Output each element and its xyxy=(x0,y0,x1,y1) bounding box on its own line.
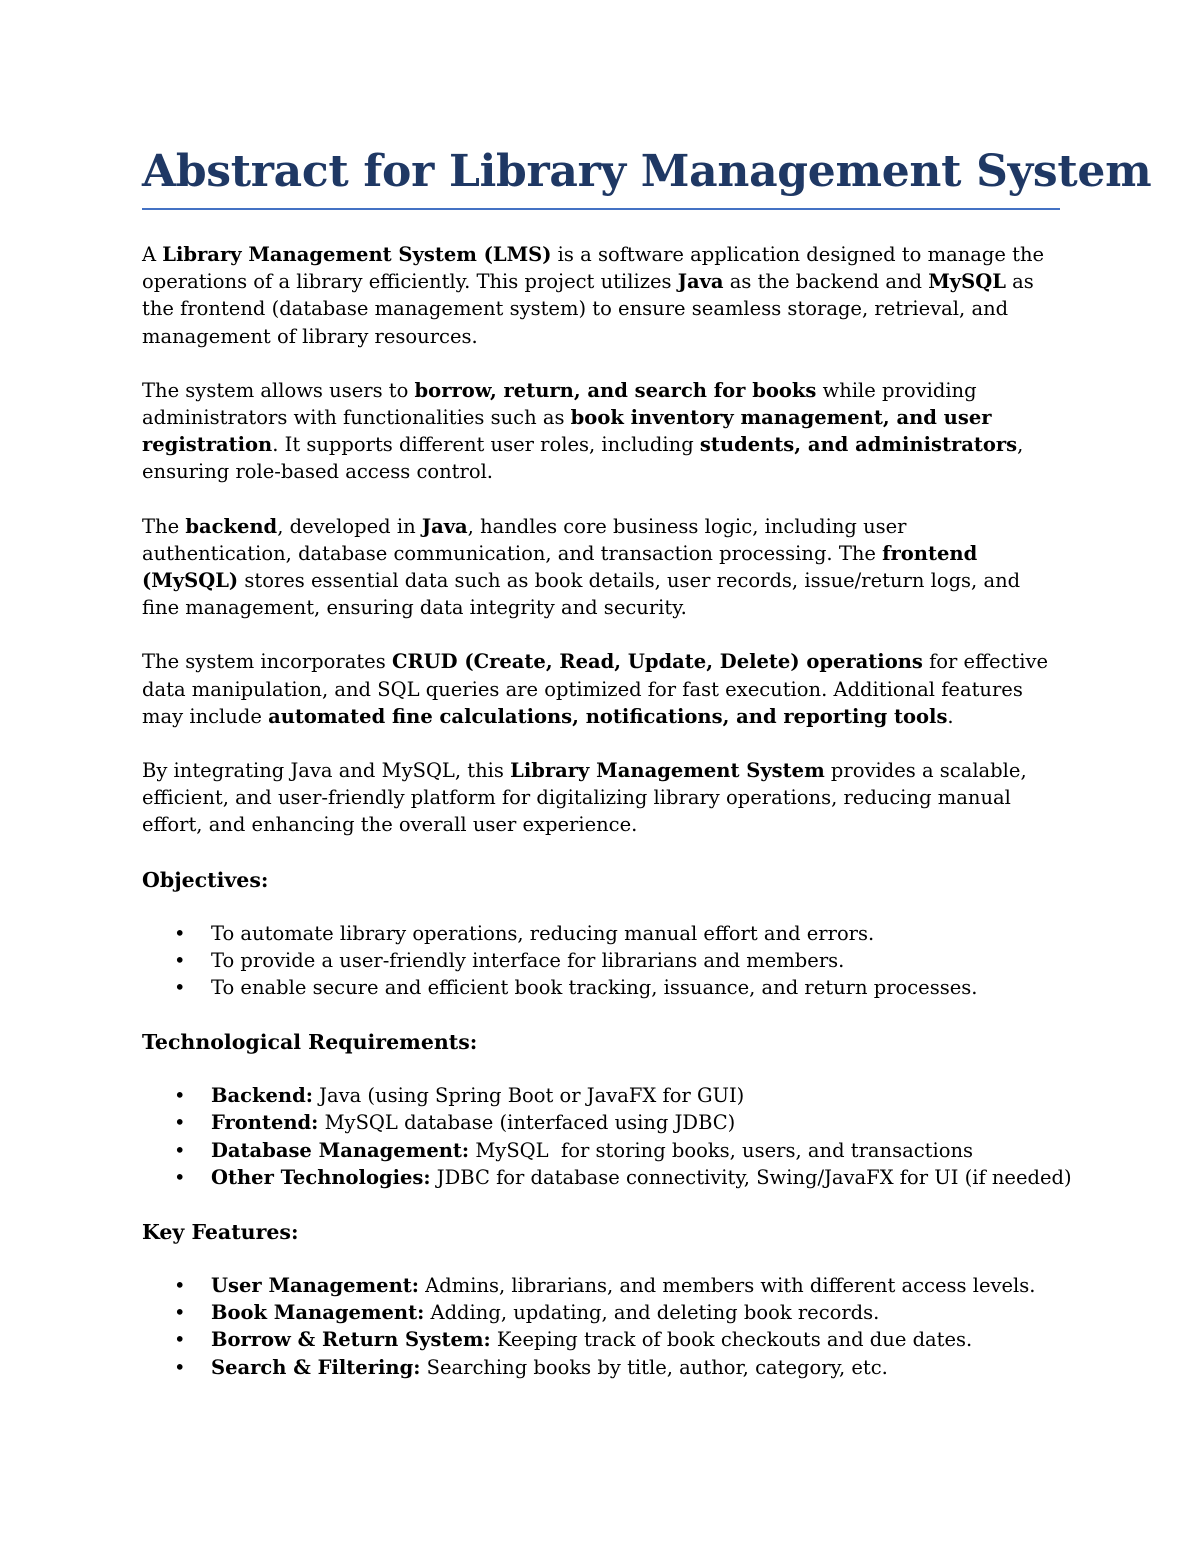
bullet-icon: • xyxy=(174,1111,186,1135)
list-item: • Borrow & Return System: Keeping track of book checkouts and due dates. xyxy=(142,1326,1060,1353)
list-item: • Other Technologies: JDBC for database connectivity, Swing/JavaFX for UI (if needed) xyxy=(142,1164,1060,1191)
tech-requirements-heading: Technological Requirements: xyxy=(142,1030,478,1055)
bullet-icon: • xyxy=(174,1274,186,1298)
bullet-icon: • xyxy=(174,948,186,972)
objectives-heading: Objectives: xyxy=(142,867,269,892)
list-item: • Frontend: MySQL database (interfaced using JDBC) xyxy=(142,1109,1060,1136)
list-item: • To enable secure and efficient book tracking, issuance, and return processes. xyxy=(142,974,1060,1001)
key-features-heading: Key Features: xyxy=(142,1220,299,1245)
bullet-icon: • xyxy=(174,1328,186,1352)
list-item: • User Management: Admins, librarians, and members with different access levels. xyxy=(142,1272,1060,1299)
paragraph-intro: A Library Management System (LMS) is a software application designed to manage the operations of a library efficiently. This project utilizes Java as the backend and MySQL as the frontend (database management system) to ensure seamless storage, retrieval, and management of library resources. xyxy=(142,243,1045,348)
list-item: • To provide a user-friendly interface for librarians and members. xyxy=(142,947,1060,974)
list-item: • Database Management: MySQL for storing books, users, and transactions xyxy=(142,1137,1060,1164)
bullet-icon: • xyxy=(174,1138,186,1162)
bullet-icon: • xyxy=(174,976,186,1000)
bullet-icon: • xyxy=(174,1355,186,1379)
bullet-icon: • xyxy=(174,921,186,945)
paragraph-conclusion: By integrating Java and MySQL, this Library Management System provides a scalable, efficient, and user-friendly platform for digitalizing library operations, reducing manual effort, and enhancing the overall user experience. xyxy=(142,759,1027,837)
list-item: • To automate library operations, reducing manual effort and errors. xyxy=(142,920,1060,947)
paragraph-functions: The system allows users to borrow, return, and search for books while providing administrators with functionalities such as book inventory management, and user registration. It supports different user roles, including students, and administrators, ensuring role-based access control. xyxy=(142,378,1024,484)
bullet-icon: • xyxy=(174,1084,186,1108)
paragraph-crud: The system incorporates CRUD (Create, Read, Update, Delete) operations for effective data manipulation, and SQL queries are optimized for fast execution. Additional features may include automated fine calculations, notifications, and reporting tools. xyxy=(142,650,1049,728)
key-features-list xyxy=(142,1272,1060,1381)
objectives-list xyxy=(142,920,1060,1002)
document-page xyxy=(142,140,1152,1381)
list-item: • Backend: Java (using Spring Boot or JavaFX for GUI) xyxy=(142,1082,1060,1109)
list-item: • Book Management: Adding, updating, and deleting book records. xyxy=(142,1299,1060,1326)
paragraph-architecture: The backend, developed in Java, handles core business logic, including user authentication, database communication, and transaction processing. The frontend (MySQL) stores essential data such as book details, user records, issue/return logs, and fine management, ensuring data integrity and security. xyxy=(142,514,1021,620)
title-underline xyxy=(142,208,1060,210)
bullet-icon: • xyxy=(174,1301,186,1325)
bullet-icon: • xyxy=(174,1165,186,1189)
tech-requirements-list xyxy=(142,1082,1072,1191)
document-title: Abstract for Library Management System xyxy=(142,146,1152,197)
list-item: • Search & Filtering: Searching books by title, author, category, etc. xyxy=(142,1354,1060,1381)
